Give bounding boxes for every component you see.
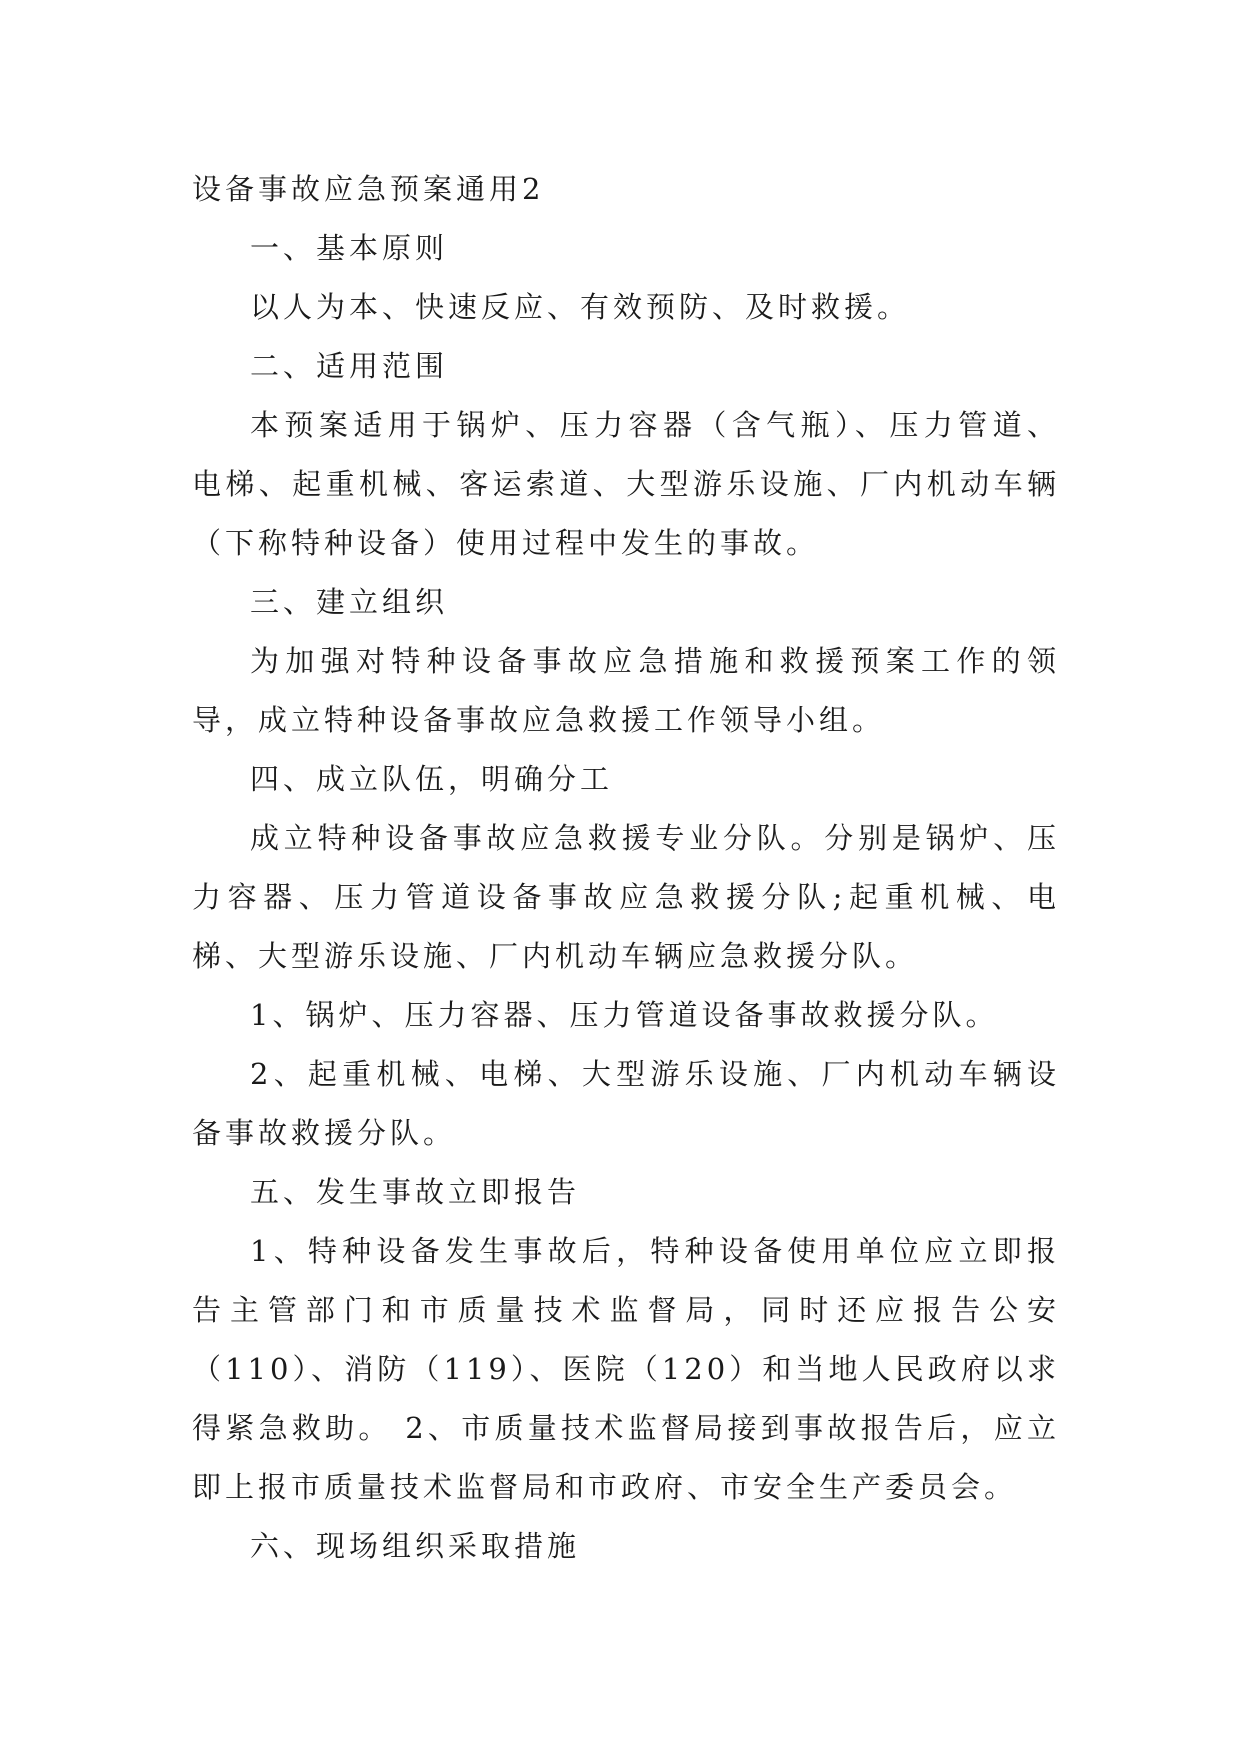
list-item-2: 2、起重机械、电梯、大型游乐设施、厂内机动车辆设备事故救援分队。 bbox=[192, 1057, 1060, 1150]
list-item-1: 1、锅炉、压力容器、压力管道设备事故救援分队。 bbox=[250, 998, 999, 1032]
paragraph-3: 为加强对特种设备事故应急措施和救援预案工作的领导，成立特种设备事故应急救援工作领导小组。 bbox=[192, 644, 1060, 737]
paragraph-4: 成立特种设备事故应急救援专业分队。分别是锅炉、压力容器、压力管道设备事故应急救援分队;起重机械、电梯、大型游乐设施、厂内机动车辆应急救援分队。 bbox=[192, 821, 1060, 973]
paragraph-5: 1、特种设备发生事故后，特种设备使用单位应立即报告主管部门和市质量技术监督局，同时还应报告公安（110）、消防（119）、医院（120）和当地人民政府以求得紧急救助。 2、市质量技术监督局接到事故报告后，应立即上报市质量技术监督局和市政府、市安全生产委员会。 bbox=[192, 1234, 1060, 1504]
paragraph-2: 本预案适用于锅炉、压力容器（含气瓶）、压力管道、电梯、起重机械、客运索道、大型游乐设施、厂内机动车辆（下称特种设备）使用过程中发生的事故。 bbox=[192, 408, 1060, 560]
document-title: 设备事故应急预案通用2 bbox=[192, 172, 545, 206]
section-heading-6: 六、现场组织采取措施 bbox=[250, 1529, 581, 1563]
section-heading-5: 五、发生事故立即报告 bbox=[250, 1175, 581, 1209]
section-heading-4: 四、成立队伍，明确分工 bbox=[250, 762, 614, 796]
section-heading-2: 二、适用范围 bbox=[250, 349, 449, 383]
paragraph-1: 以人为本、快速反应、有效预防、及时救援。 bbox=[250, 290, 911, 324]
document-body bbox=[192, 160, 1060, 1576]
section-heading-3: 三、建立组织 bbox=[250, 585, 449, 619]
section-heading-1: 一、基本原则 bbox=[250, 231, 449, 265]
